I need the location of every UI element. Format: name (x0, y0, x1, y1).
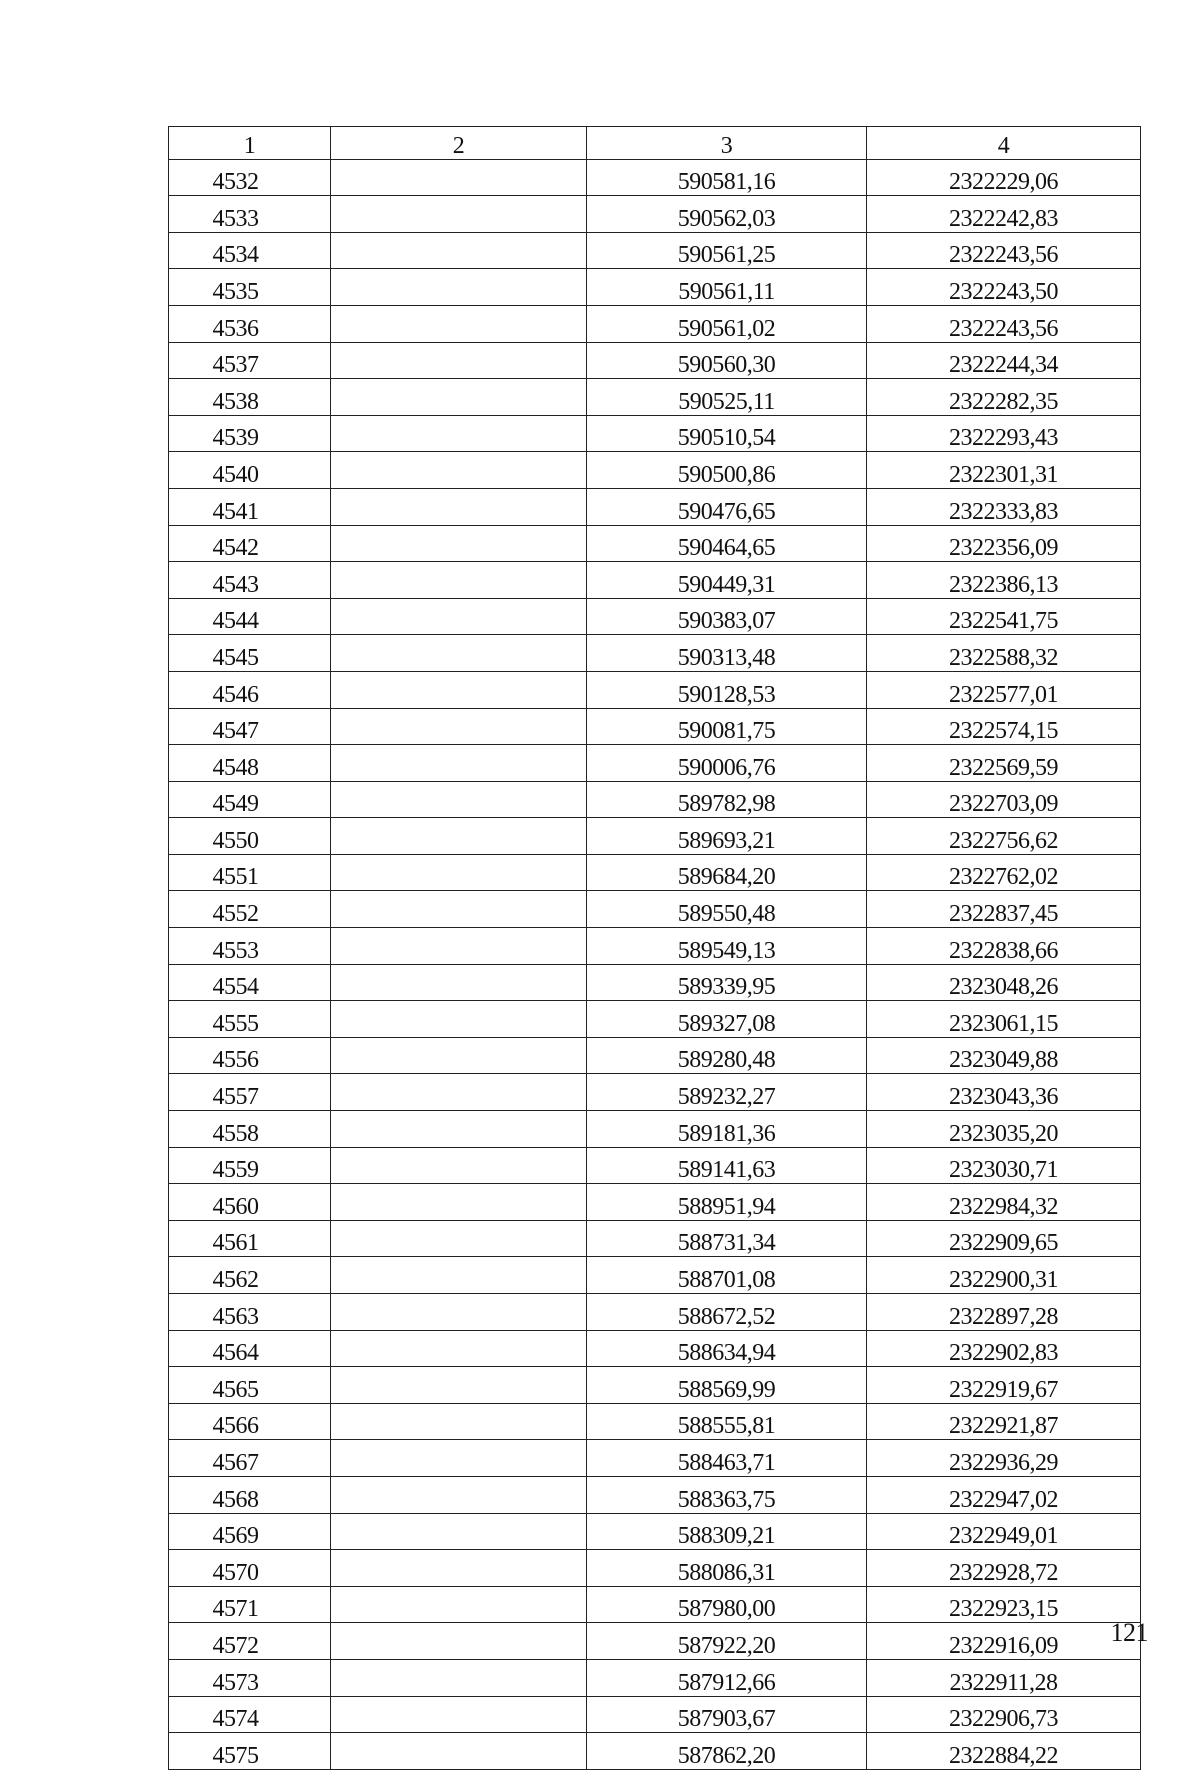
x-coordinate-cell: 588731,34 (587, 1220, 867, 1257)
point-number-cell: 4570 (169, 1550, 331, 1587)
y-coordinate-cell: 2323035,20 (867, 1111, 1141, 1148)
x-coordinate-cell: 590560,30 (587, 342, 867, 379)
column-header-2: 2 (331, 127, 587, 160)
y-coordinate-cell: 2322574,15 (867, 708, 1141, 745)
x-coordinate-cell: 589339,95 (587, 964, 867, 1001)
description-cell (331, 379, 587, 416)
point-number-cell: 4547 (169, 708, 331, 745)
table-row (169, 342, 1141, 379)
x-coordinate-cell: 590006,76 (587, 745, 867, 782)
description-cell (331, 562, 587, 599)
point-number-cell: 4565 (169, 1367, 331, 1404)
table-row (169, 562, 1141, 599)
y-coordinate-cell: 2322947,02 (867, 1476, 1141, 1513)
table-row (169, 1037, 1141, 1074)
y-coordinate-cell: 2323061,15 (867, 1001, 1141, 1038)
point-number-cell: 4568 (169, 1476, 331, 1513)
x-coordinate-cell: 590561,11 (587, 269, 867, 306)
point-number-cell: 4536 (169, 305, 331, 342)
x-coordinate-cell: 587912,66 (587, 1659, 867, 1696)
y-coordinate-cell: 2322333,83 (867, 488, 1141, 525)
description-cell (331, 635, 587, 672)
description-cell (331, 1147, 587, 1184)
description-cell (331, 964, 587, 1001)
y-coordinate-cell: 2322756,62 (867, 818, 1141, 855)
x-coordinate-cell: 589232,27 (587, 1074, 867, 1111)
point-number-cell: 4558 (169, 1111, 331, 1148)
x-coordinate-cell: 590581,16 (587, 159, 867, 196)
y-coordinate-cell: 2323043,36 (867, 1074, 1141, 1111)
point-number-cell: 4564 (169, 1330, 331, 1367)
table-row (169, 1294, 1141, 1331)
x-coordinate-cell: 587903,67 (587, 1696, 867, 1733)
table-row (169, 1147, 1141, 1184)
y-coordinate-cell: 2323049,88 (867, 1037, 1141, 1074)
point-number-cell: 4548 (169, 745, 331, 782)
y-coordinate-cell: 2322386,13 (867, 562, 1141, 599)
table-row (169, 671, 1141, 708)
description-cell (331, 1294, 587, 1331)
y-coordinate-cell: 2322909,65 (867, 1220, 1141, 1257)
y-coordinate-cell: 2322923,15 (867, 1586, 1141, 1623)
coordinates-table (168, 126, 1141, 1770)
table-row (169, 452, 1141, 489)
x-coordinate-cell: 589782,98 (587, 781, 867, 818)
table-row (169, 1696, 1141, 1733)
x-coordinate-cell: 588672,52 (587, 1294, 867, 1331)
x-coordinate-cell: 588555,81 (587, 1403, 867, 1440)
x-coordinate-cell: 590128,53 (587, 671, 867, 708)
header-row (169, 127, 1141, 160)
page-number: 121 (1110, 1618, 1148, 1647)
point-number-cell: 4561 (169, 1220, 331, 1257)
point-number-cell: 4554 (169, 964, 331, 1001)
x-coordinate-cell: 590562,03 (587, 196, 867, 233)
description-cell (331, 269, 587, 306)
description-cell (331, 891, 587, 928)
table-row (169, 525, 1141, 562)
point-number-cell: 4575 (169, 1733, 331, 1770)
table-row (169, 1184, 1141, 1221)
x-coordinate-cell: 590449,31 (587, 562, 867, 599)
table-row (169, 269, 1141, 306)
table-row (169, 745, 1141, 782)
table-row (169, 379, 1141, 416)
x-coordinate-cell: 587980,00 (587, 1586, 867, 1623)
point-number-cell: 4541 (169, 488, 331, 525)
description-cell (331, 488, 587, 525)
y-coordinate-cell: 2322897,28 (867, 1294, 1141, 1331)
x-coordinate-cell: 587862,20 (587, 1733, 867, 1770)
description-cell (331, 671, 587, 708)
table-row (169, 488, 1141, 525)
column-header-4: 4 (867, 127, 1141, 160)
table-row (169, 415, 1141, 452)
point-number-cell: 4533 (169, 196, 331, 233)
x-coordinate-cell: 590561,02 (587, 305, 867, 342)
point-number-cell: 4538 (169, 379, 331, 416)
y-coordinate-cell: 2322984,32 (867, 1184, 1141, 1221)
x-coordinate-cell: 589693,21 (587, 818, 867, 855)
table-row (169, 1257, 1141, 1294)
description-cell (331, 745, 587, 782)
description-cell (331, 305, 587, 342)
point-number-cell: 4552 (169, 891, 331, 928)
y-coordinate-cell: 2322928,72 (867, 1550, 1141, 1587)
point-number-cell: 4535 (169, 269, 331, 306)
table-row (169, 1001, 1141, 1038)
description-cell (331, 1550, 587, 1587)
point-number-cell: 4559 (169, 1147, 331, 1184)
x-coordinate-cell: 589280,48 (587, 1037, 867, 1074)
description-cell (331, 708, 587, 745)
point-number-cell: 4532 (169, 159, 331, 196)
description-cell (331, 1257, 587, 1294)
table-row (169, 1367, 1141, 1404)
point-number-cell: 4544 (169, 598, 331, 635)
description-cell (331, 1220, 587, 1257)
description-cell (331, 1001, 587, 1038)
description-cell (331, 1623, 587, 1660)
x-coordinate-cell: 588463,71 (587, 1440, 867, 1477)
y-coordinate-cell: 2322703,09 (867, 781, 1141, 818)
table-row (169, 854, 1141, 891)
y-coordinate-cell: 2322906,73 (867, 1696, 1141, 1733)
y-coordinate-cell: 2322936,29 (867, 1440, 1141, 1477)
description-cell (331, 928, 587, 965)
point-number-cell: 4545 (169, 635, 331, 672)
y-coordinate-cell: 2322229,06 (867, 159, 1141, 196)
y-coordinate-cell: 2322911,28 (867, 1659, 1141, 1696)
y-coordinate-cell: 2323048,26 (867, 964, 1141, 1001)
y-coordinate-cell: 2322884,22 (867, 1733, 1141, 1770)
table-row (169, 928, 1141, 965)
column-header-3: 3 (587, 127, 867, 160)
y-coordinate-cell: 2322244,34 (867, 342, 1141, 379)
y-coordinate-cell: 2322588,32 (867, 635, 1141, 672)
table-row (169, 1111, 1141, 1148)
description-cell (331, 1733, 587, 1770)
table-row (169, 1220, 1141, 1257)
y-coordinate-cell: 2322356,09 (867, 525, 1141, 562)
table-row (169, 1623, 1141, 1660)
description-cell (331, 415, 587, 452)
point-number-cell: 4549 (169, 781, 331, 818)
description-cell (331, 1037, 587, 1074)
table-body (169, 159, 1141, 1769)
y-coordinate-cell: 2322577,01 (867, 671, 1141, 708)
y-coordinate-cell: 2322762,02 (867, 854, 1141, 891)
x-coordinate-cell: 588086,31 (587, 1550, 867, 1587)
point-number-cell: 4550 (169, 818, 331, 855)
description-cell (331, 1586, 587, 1623)
description-cell (331, 1440, 587, 1477)
x-coordinate-cell: 590561,25 (587, 232, 867, 269)
x-coordinate-cell: 587922,20 (587, 1623, 867, 1660)
x-coordinate-cell: 588569,99 (587, 1367, 867, 1404)
y-coordinate-cell: 2322902,83 (867, 1330, 1141, 1367)
x-coordinate-cell: 589141,63 (587, 1147, 867, 1184)
x-coordinate-cell: 589550,48 (587, 891, 867, 928)
point-number-cell: 4567 (169, 1440, 331, 1477)
point-number-cell: 4562 (169, 1257, 331, 1294)
point-number-cell: 4556 (169, 1037, 331, 1074)
point-number-cell: 4540 (169, 452, 331, 489)
y-coordinate-cell: 2322949,01 (867, 1513, 1141, 1550)
point-number-cell: 4563 (169, 1294, 331, 1331)
y-coordinate-cell: 2322837,45 (867, 891, 1141, 928)
y-coordinate-cell: 2322569,59 (867, 745, 1141, 782)
description-cell (331, 1111, 587, 1148)
point-number-cell: 4569 (169, 1513, 331, 1550)
description-cell (331, 525, 587, 562)
x-coordinate-cell: 589327,08 (587, 1001, 867, 1038)
description-cell (331, 1696, 587, 1733)
table-row (169, 1659, 1141, 1696)
x-coordinate-cell: 588363,75 (587, 1476, 867, 1513)
description-cell (331, 1476, 587, 1513)
description-cell (331, 818, 587, 855)
x-coordinate-cell: 589684,20 (587, 854, 867, 891)
y-coordinate-cell: 2322921,87 (867, 1403, 1141, 1440)
description-cell (331, 342, 587, 379)
table-row (169, 598, 1141, 635)
description-cell (331, 1074, 587, 1111)
table-row (169, 891, 1141, 928)
point-number-cell: 4551 (169, 854, 331, 891)
y-coordinate-cell: 2322282,35 (867, 379, 1141, 416)
table-row (169, 305, 1141, 342)
point-number-cell: 4574 (169, 1696, 331, 1733)
table-row (169, 196, 1141, 233)
description-cell (331, 854, 587, 891)
table-row (169, 818, 1141, 855)
table-row (169, 1330, 1141, 1367)
x-coordinate-cell: 590525,11 (587, 379, 867, 416)
y-coordinate-cell: 2322242,83 (867, 196, 1141, 233)
point-number-cell: 4534 (169, 232, 331, 269)
x-coordinate-cell: 588701,08 (587, 1257, 867, 1294)
point-number-cell: 4566 (169, 1403, 331, 1440)
table-row (169, 1403, 1141, 1440)
point-number-cell: 4571 (169, 1586, 331, 1623)
point-number-cell: 4560 (169, 1184, 331, 1221)
description-cell (331, 1330, 587, 1367)
description-cell (331, 781, 587, 818)
point-number-cell: 4543 (169, 562, 331, 599)
x-coordinate-cell: 590313,48 (587, 635, 867, 672)
description-cell (331, 1367, 587, 1404)
table-row (169, 635, 1141, 672)
point-number-cell: 4553 (169, 928, 331, 965)
description-cell (331, 1659, 587, 1696)
y-coordinate-cell: 2323030,71 (867, 1147, 1141, 1184)
description-cell (331, 196, 587, 233)
table-row (169, 781, 1141, 818)
point-number-cell: 4557 (169, 1074, 331, 1111)
y-coordinate-cell: 2322301,31 (867, 452, 1141, 489)
description-cell (331, 452, 587, 489)
column-header-1: 1 (169, 127, 331, 160)
table-row (169, 232, 1141, 269)
x-coordinate-cell: 588951,94 (587, 1184, 867, 1221)
y-coordinate-cell: 2322919,67 (867, 1367, 1141, 1404)
table-row (169, 1074, 1141, 1111)
x-coordinate-cell: 589181,36 (587, 1111, 867, 1148)
table-header (169, 127, 1141, 160)
point-number-cell: 4537 (169, 342, 331, 379)
y-coordinate-cell: 2322838,66 (867, 928, 1141, 965)
x-coordinate-cell: 589549,13 (587, 928, 867, 965)
table-row (169, 159, 1141, 196)
table-row (169, 1733, 1141, 1770)
x-coordinate-cell: 590476,65 (587, 488, 867, 525)
table-row (169, 1586, 1141, 1623)
y-coordinate-cell: 2322243,50 (867, 269, 1141, 306)
y-coordinate-cell: 2322916,09 (867, 1623, 1141, 1660)
point-number-cell: 4542 (169, 525, 331, 562)
table-row (169, 1476, 1141, 1513)
table-row (169, 1440, 1141, 1477)
point-number-cell: 4573 (169, 1659, 331, 1696)
description-cell (331, 1184, 587, 1221)
y-coordinate-cell: 2322243,56 (867, 305, 1141, 342)
y-coordinate-cell: 2322900,31 (867, 1257, 1141, 1294)
x-coordinate-cell: 590081,75 (587, 708, 867, 745)
description-cell (331, 1513, 587, 1550)
point-number-cell: 4546 (169, 671, 331, 708)
x-coordinate-cell: 590510,54 (587, 415, 867, 452)
point-number-cell: 4555 (169, 1001, 331, 1038)
point-number-cell: 4572 (169, 1623, 331, 1660)
y-coordinate-cell: 2322293,43 (867, 415, 1141, 452)
y-coordinate-cell: 2322243,56 (867, 232, 1141, 269)
y-coordinate-cell: 2322541,75 (867, 598, 1141, 635)
x-coordinate-cell: 588309,21 (587, 1513, 867, 1550)
point-number-cell: 4539 (169, 415, 331, 452)
table-row (169, 1550, 1141, 1587)
table-row (169, 964, 1141, 1001)
table-row (169, 1513, 1141, 1550)
description-cell (331, 159, 587, 196)
description-cell (331, 598, 587, 635)
description-cell (331, 232, 587, 269)
x-coordinate-cell: 590500,86 (587, 452, 867, 489)
x-coordinate-cell: 590464,65 (587, 525, 867, 562)
x-coordinate-cell: 588634,94 (587, 1330, 867, 1367)
description-cell (331, 1403, 587, 1440)
x-coordinate-cell: 590383,07 (587, 598, 867, 635)
table-row (169, 708, 1141, 745)
